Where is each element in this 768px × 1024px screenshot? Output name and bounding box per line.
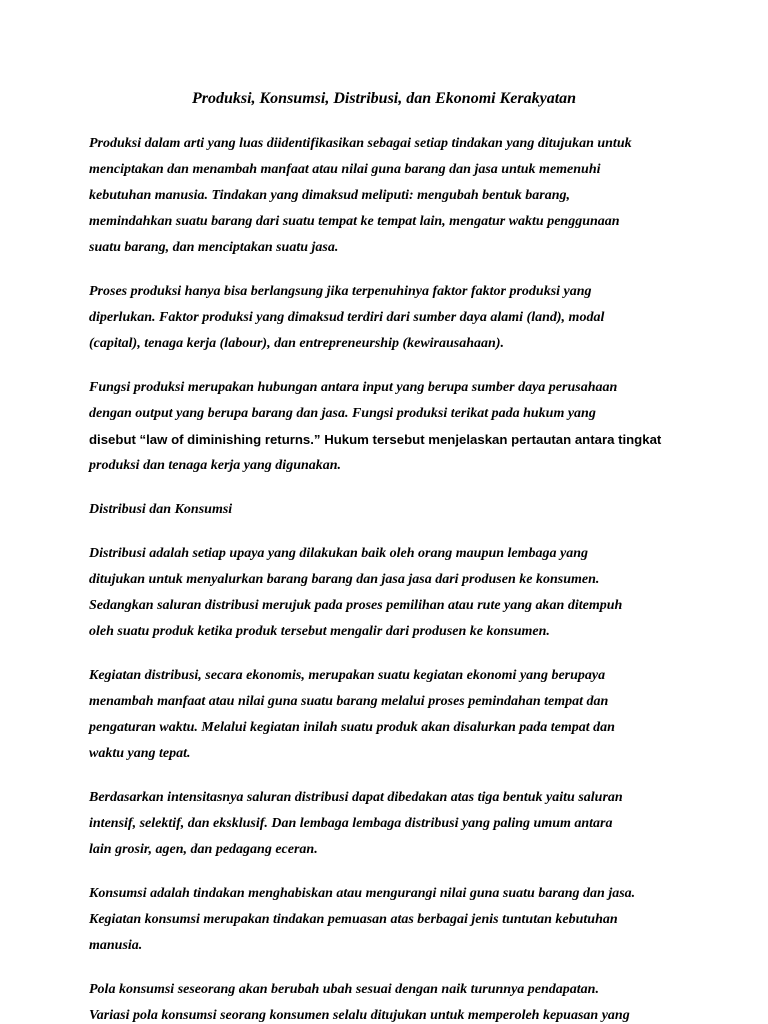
text-line: memindahkan suatu barang dari suatu tempat ke tempat lain, mengatur waktu penggunaan [89, 214, 620, 229]
text-line: disebut “law of diminishing returns.” Hukum tersebut menjelaskan pertautan antara tingkat [89, 432, 662, 447]
text-line: Kegiatan distribusi, secara ekonomis, merupakan suatu kegiatan ekonomi yang berupaya [89, 668, 606, 683]
text-line: pengaturan waktu. Melalui kegiatan inilah suatu produk akan disalurkan pada tempat dan [89, 720, 615, 735]
text-line: menambah manfaat atau nilai guna suatu barang melalui proses pemindahan tempat dan [89, 694, 609, 709]
section-heading: Distribusi dan Konsumsi [89, 502, 233, 517]
text-line: diperlukan. Faktor produksi yang dimaksud terdiri dari sumber daya alami (land), modal [89, 310, 605, 325]
paragraph-fungsi-produksi [89, 375, 689, 479]
text-line: Kegiatan konsumsi merupakan tindakan pemuasan atas berbagai jenis tuntutan kebutuhan [89, 912, 618, 927]
text-line: menciptakan dan menambah manfaat atau nilai guna barang dan jasa untuk memenuhi [89, 162, 601, 177]
text-line: waktu yang tepat. [89, 746, 191, 761]
text-line: Pola konsumsi seseorang akan berubah ubah sesuai dengan naik turunnya pendapatan. [89, 982, 599, 997]
paragraph-proses-produksi [89, 279, 689, 357]
text-line: Distribusi adalah setiap upaya yang dilakukan baik oleh orang maupun lembaga yang [89, 546, 589, 561]
text-line: (capital), tenaga kerja (labour), dan entrepreneurship (kewirausahaan). [89, 336, 504, 351]
text-line: ditujukan untuk menyalurkan barang barang dan jasa jasa dari produsen ke konsumen. [89, 572, 600, 587]
paragraph-distribusi [89, 541, 689, 645]
text-line: kebutuhan manusia. Tindakan yang dimaksud meliputi: mengubah bentuk barang, [89, 188, 571, 203]
text-line: oleh suatu produk ketika produk tersebut mengalir dari produsen ke konsumen. [89, 624, 550, 639]
paragraph-produksi [89, 131, 689, 261]
document-body [89, 131, 689, 1024]
text-line: intensif, selektif, dan eksklusif. Dan lembaga lembaga distribusi yang paling umum antara [89, 816, 613, 831]
text-line: produksi dan tenaga kerja yang digunakan. [89, 458, 342, 473]
document-title: Produksi, Konsumsi, Distribusi, dan Ekonomi Kerakyatan [191, 90, 577, 107]
text-line: suatu barang, dan menciptakan suatu jasa. [89, 240, 339, 255]
text-line: Fungsi produksi merupakan hubungan antara input yang berupa sumber daya perusahaan [89, 380, 618, 395]
text-line: Sedangkan saluran distribusi merujuk pada proses pemilihan atau rute yang akan ditempuh [89, 598, 623, 613]
paragraph-pola-konsumsi [89, 977, 689, 1024]
text-line: Produksi dalam arti yang luas diidentifikasikan sebagai setiap tindakan yang ditujukan untuk [89, 136, 632, 151]
text-line: dengan output yang berupa barang dan jasa. Fungsi produksi terikat pada hukum yang [89, 406, 596, 421]
text-line: Proses produksi hanya bisa berlangsung jika terpenuhinya faktor faktor produksi yang [89, 284, 592, 299]
text-line: lain grosir, agen, dan pedagang eceran. [89, 842, 318, 857]
text-line: Konsumsi adalah tindakan menghabiskan atau mengurangi nilai guna suatu barang dan jasa. [89, 886, 636, 901]
text-line: Berdasarkan intensitasnya saluran distribusi dapat dibedakan atas tiga bentuk yaitu saluran [89, 790, 623, 805]
paragraph-kegiatan-distribusi [89, 663, 689, 767]
text-line: Variasi pola konsumsi seorang konsumen selalu ditujukan untuk memperoleh kepuasan yang [89, 1008, 630, 1023]
text-line: manusia. [89, 938, 143, 953]
paragraph-saluran-distribusi [89, 785, 689, 863]
paragraph-konsumsi [89, 881, 689, 959]
